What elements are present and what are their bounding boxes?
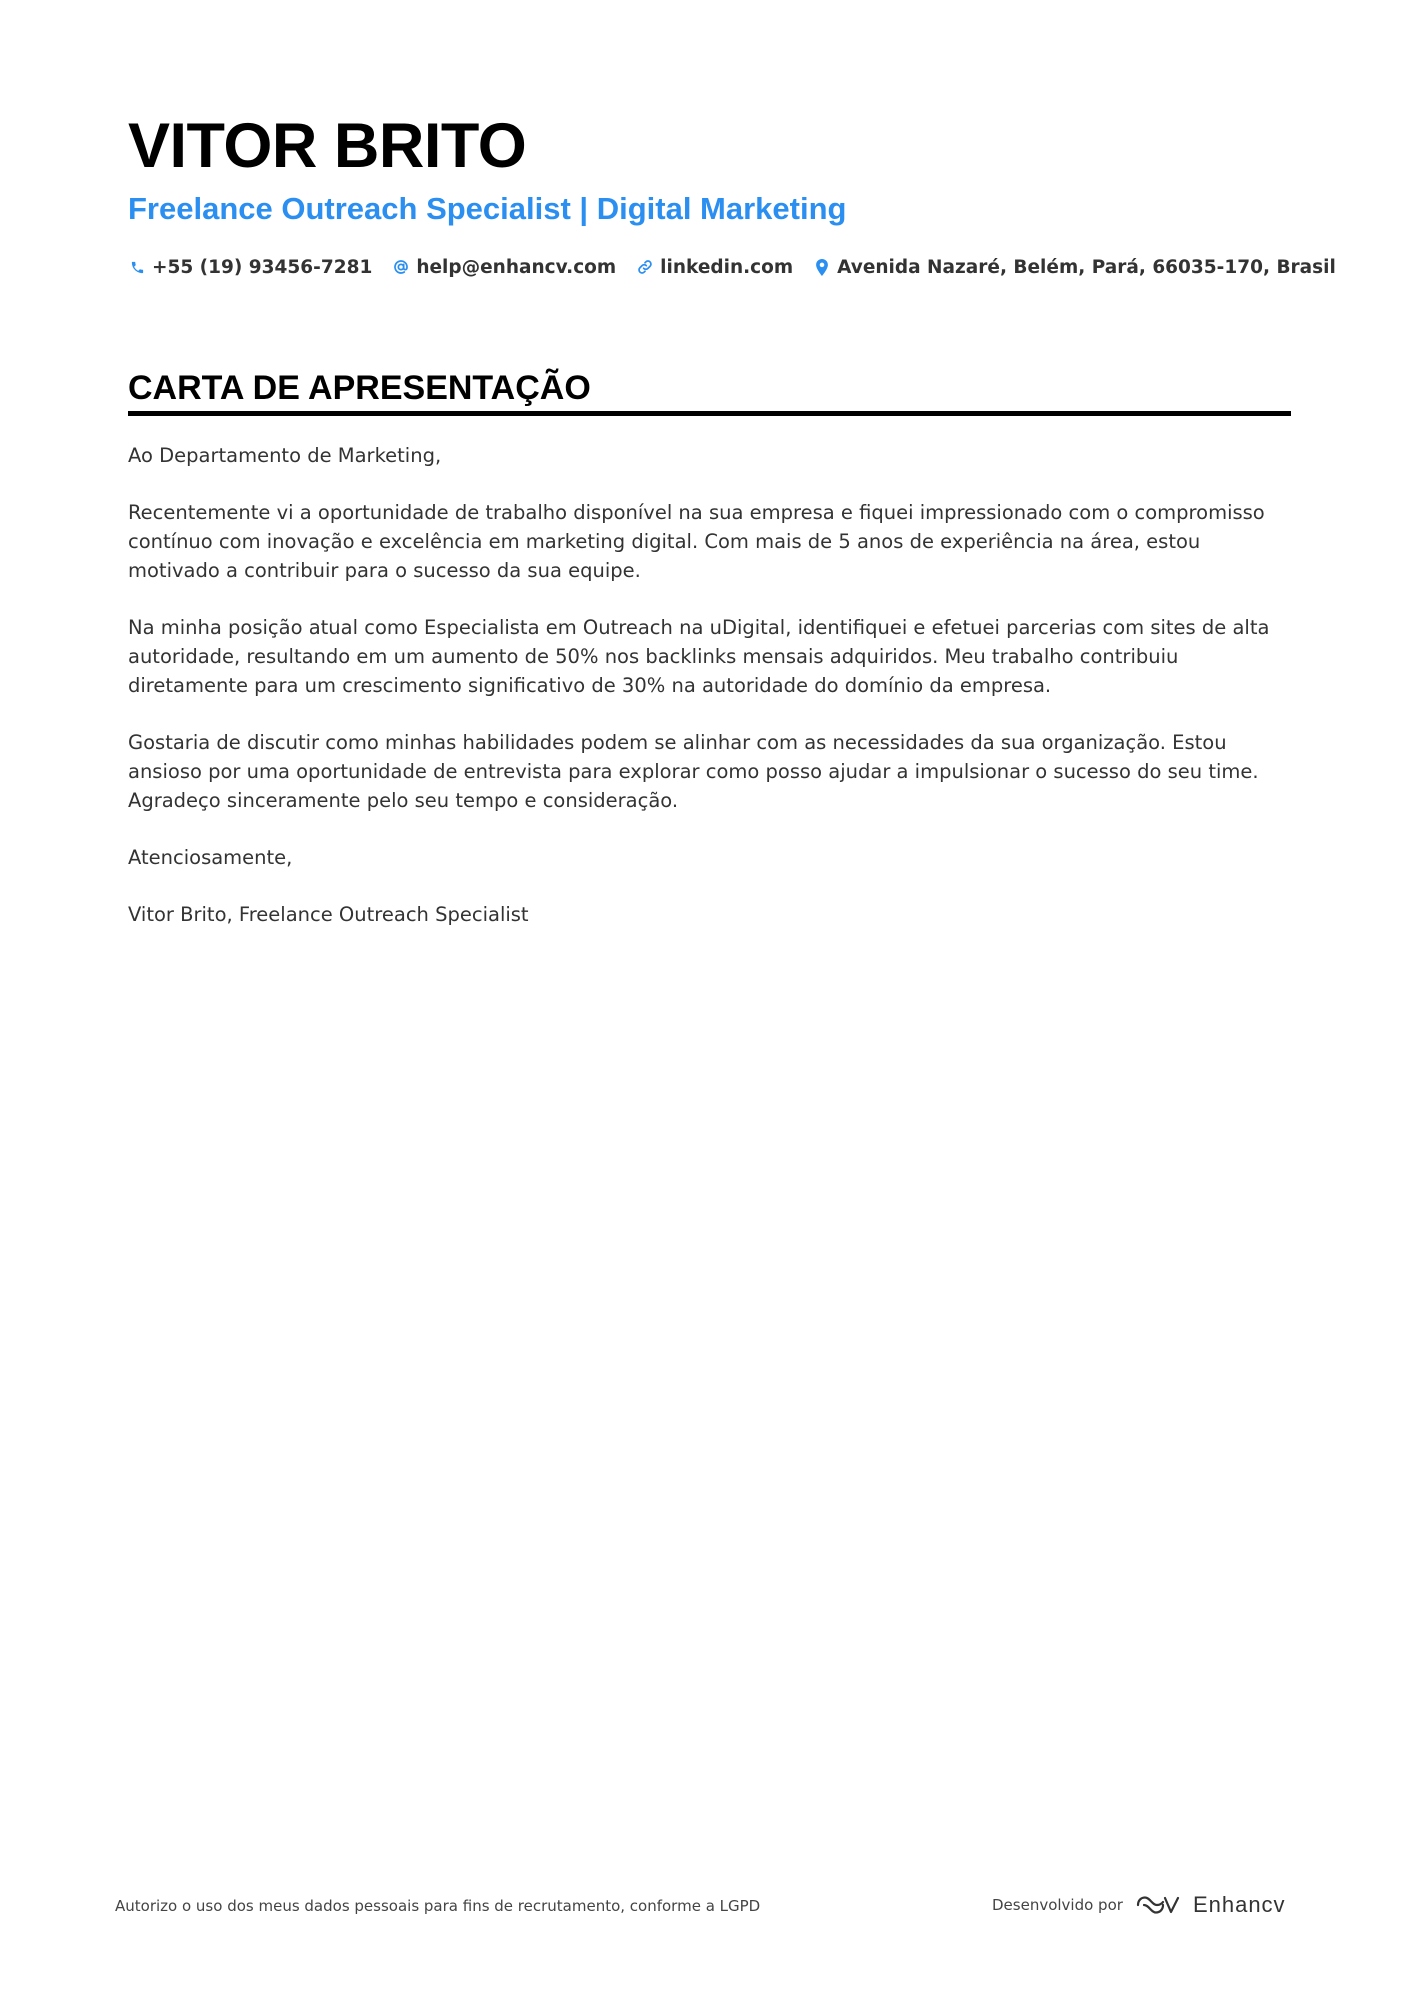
section-title: CARTA DE APRESENTAÇÃO [128, 369, 591, 407]
at-icon [392, 258, 410, 276]
letter-body [128, 441, 1288, 957]
contact-phone [128, 257, 372, 278]
letter-paragraph: Recentemente vi a oportunidade de trabalho disponível na sua empresa e fiquei impressionado com o compromisso contínuo com inovação e excelência em marketing digital. Com mais de 5 anos de experiência na área, estou motivado a contribuir para o sucesso da sua equipe. [128, 501, 1265, 582]
link-icon [636, 258, 654, 276]
letter-signature: Vitor Brito, Freelance Outreach Specialist [128, 903, 529, 926]
candidate-title: Freelance Outreach Specialist | Digital Marketing [128, 191, 847, 226]
candidate-name: VITOR BRITO [128, 111, 527, 181]
contact-linkedin-text: linkedin.com [660, 256, 794, 278]
footer-branding [992, 1888, 1286, 1922]
letter-paragraph: Na minha posição atual como Especialista em Outreach na uDigital, identifiquei e efetuei parcerias com sites de alta autoridade, resultando em um aumento de 50% nos backlinks mensais adquiridos. Meu trabalho contribuiu diretamente para um crescimento significativo de 30% na autoridade do domínio da empresa. [128, 616, 1270, 697]
phone-icon [128, 258, 146, 276]
contact-linkedin [636, 257, 793, 278]
contact-email [392, 257, 616, 278]
powered-by-label: Desenvolvido por [992, 1896, 1123, 1914]
contact-bar [128, 252, 1336, 282]
enhancv-logo-icon [1135, 1893, 1181, 1917]
letter-greeting: Ao Departamento de Marketing, [128, 444, 442, 467]
footer-consent: Autorizo o uso dos meus dados pessoais para fins de recrutamento, conforme a LGPD [115, 1897, 761, 1915]
location-pin-icon [813, 258, 831, 276]
contact-email-text: help@enhancv.com [416, 256, 617, 278]
section-divider [128, 411, 1291, 416]
contact-address-text: Avenida Nazaré, Belém, Pará, 66035-170, Brasil [837, 256, 1336, 278]
letter-paragraph: Gostaria de discutir como minhas habilidades podem se alinhar com as necessidades da sua organização. Estou ansioso por uma oportunidade de entrevista para explorar como posso ajudar a impulsionar o sucesso do seu time. Agradeço sinceramente pelo seu tempo e consideração. [128, 731, 1259, 812]
contact-address [813, 257, 1336, 278]
letter-closing: Atenciosamente, [128, 846, 293, 869]
enhancv-brand-name: Enhancv [1192, 1892, 1286, 1917]
contact-phone-text: +55 (19) 93456-7281 [152, 256, 373, 278]
